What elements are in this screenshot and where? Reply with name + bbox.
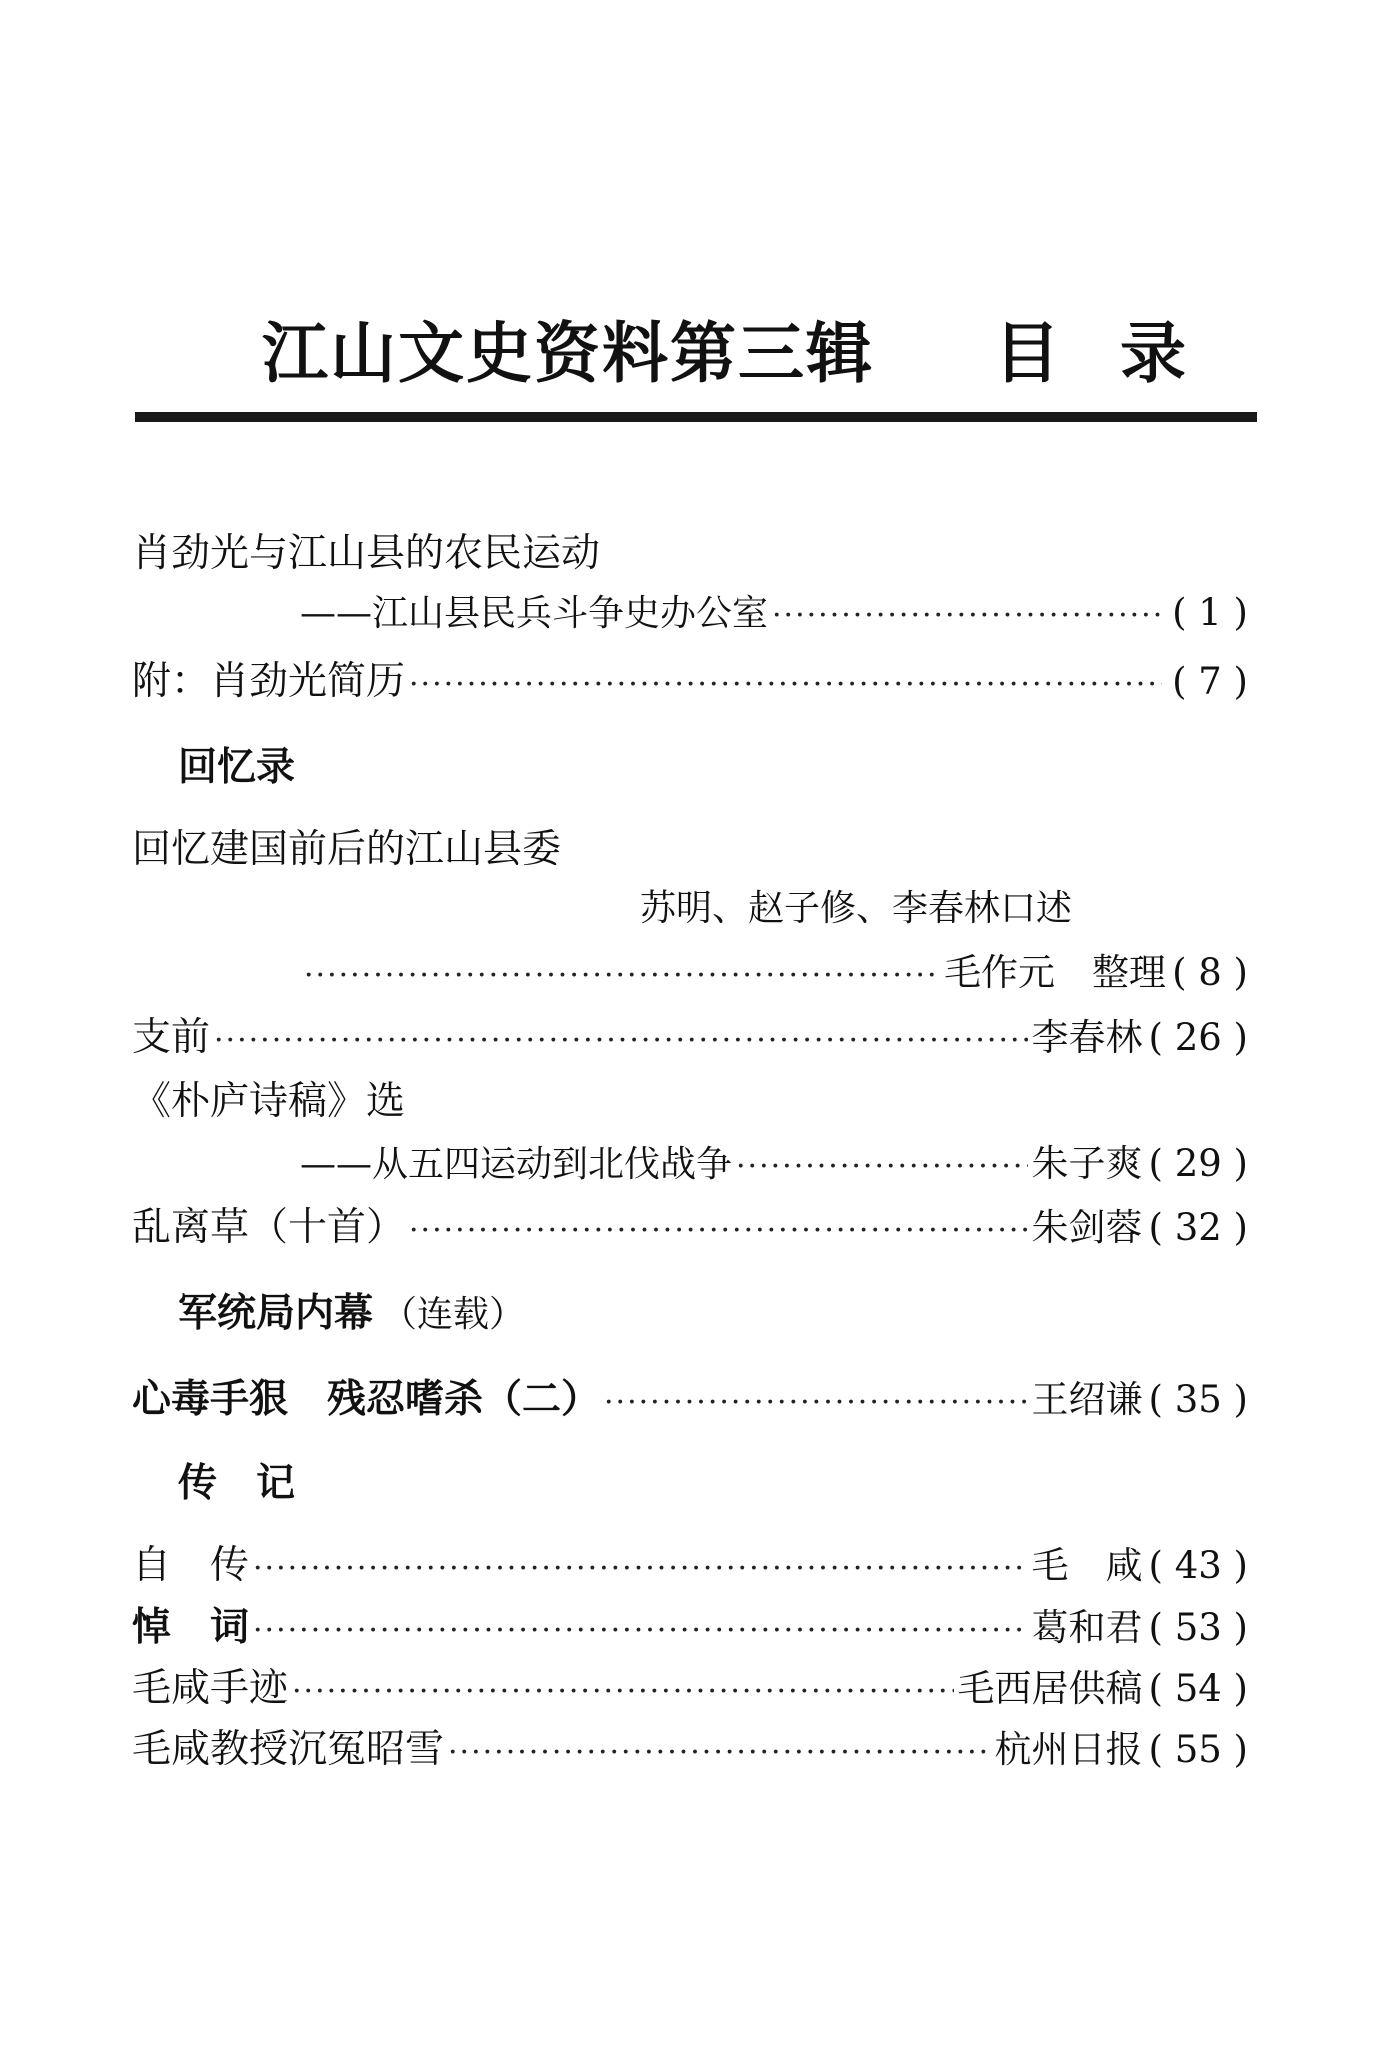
toc-entry-title: 支前 bbox=[132, 1015, 211, 1060]
toc-entry-title: 悼 词 bbox=[132, 1605, 250, 1650]
toc-entry-line bbox=[132, 1718, 1248, 1772]
toc-entry-line bbox=[300, 585, 1248, 635]
toc-entry-line bbox=[132, 1196, 1248, 1250]
toc-entry-title: 附：肖劲光简历 bbox=[132, 659, 406, 704]
toc-entry-page: ( 1 ) bbox=[1172, 591, 1248, 634]
toc-entry-title: 毛咸手迹 bbox=[132, 1666, 289, 1711]
leader-dots bbox=[304, 958, 940, 993]
toc-entry-title: 回忆建国前后的江山县委 bbox=[132, 827, 562, 872]
toc-entry-line bbox=[300, 1133, 1248, 1183]
toc-entry-line bbox=[300, 942, 1248, 992]
leader-dots bbox=[604, 1385, 1028, 1420]
section-label: 军统局内幕 bbox=[178, 1291, 374, 1336]
toc-entry-line bbox=[132, 1534, 1248, 1588]
toc-entry-author: 朱剑蓉 bbox=[1031, 1206, 1143, 1249]
toc-entry-author: 毛 咸 bbox=[1031, 1544, 1143, 1587]
toc-entry-author: 杭州日报 bbox=[994, 1728, 1143, 1771]
toc-entry-subtitle: ——从五四运动到北伐战争 bbox=[300, 1144, 733, 1185]
toc-entry-page: ( 7 ) bbox=[1172, 660, 1248, 703]
section-heading bbox=[178, 1282, 525, 1338]
toc-entry-author: 朱子爽 bbox=[1031, 1142, 1143, 1185]
toc-entry-author: 毛作元 整理 bbox=[944, 951, 1167, 994]
toc-entry-author: 毛西居供稿 bbox=[957, 1667, 1143, 1710]
section-heading bbox=[178, 1452, 295, 1508]
toc-entry-page: ( 8 ) bbox=[1172, 951, 1248, 994]
section-note: （连载） bbox=[381, 1294, 526, 1335]
leader-dots bbox=[448, 1735, 991, 1770]
toc-entry-line bbox=[132, 1657, 1248, 1711]
section-label: 回忆录 bbox=[178, 745, 296, 790]
leader-dots bbox=[409, 1213, 1028, 1248]
page-title bbox=[262, 300, 1246, 395]
toc-entry-page: ( 29 ) bbox=[1148, 1142, 1248, 1185]
leader-dots bbox=[409, 667, 1162, 702]
toc-entry-line bbox=[132, 1596, 1248, 1650]
toc-entry-author: 王绍谦 bbox=[1031, 1378, 1143, 1421]
leader-dots bbox=[736, 1149, 1028, 1184]
toc-entry-line bbox=[132, 1006, 1248, 1060]
title-main: 江山文史资料第三辑 bbox=[262, 315, 874, 392]
leader-dots bbox=[214, 1023, 1028, 1058]
toc-entry-title: 毛咸教授沉冤昭雪 bbox=[132, 1727, 445, 1772]
title-rule bbox=[135, 412, 1257, 422]
toc-entry-title: 肖劲光与江山县的农民运动 bbox=[132, 531, 601, 576]
leader-dots bbox=[253, 1613, 1028, 1648]
toc-entry-page: ( 54 ) bbox=[1148, 1667, 1248, 1710]
toc-entry-line bbox=[132, 1368, 1248, 1422]
toc-entry-page: ( 26 ) bbox=[1148, 1016, 1248, 1059]
leader-dots bbox=[292, 1674, 954, 1709]
toc-entry-subtitle: ——江山县民兵斗争史办公室 bbox=[300, 593, 769, 634]
toc-entry-title: 心毒手狠 残忍嗜杀（二） bbox=[132, 1377, 601, 1422]
title-mulu: 目录 bbox=[994, 315, 1246, 392]
toc-entry-page: ( 53 ) bbox=[1148, 1606, 1248, 1649]
toc-entry-line bbox=[132, 650, 1248, 704]
section-label: 传 记 bbox=[178, 1461, 296, 1506]
toc-entry-page: ( 55 ) bbox=[1148, 1728, 1248, 1771]
toc-entry-author: 葛和君 bbox=[1031, 1606, 1143, 1649]
toc-entry-author: 李春林 bbox=[1031, 1016, 1143, 1059]
leader-dots bbox=[772, 598, 1162, 633]
section-heading bbox=[178, 736, 295, 792]
toc-entry-page: ( 32 ) bbox=[1148, 1206, 1248, 1249]
toc-entry-title: 《朴庐诗稿》选 bbox=[132, 1079, 406, 1124]
toc-entry-title: 自 传 bbox=[132, 1543, 250, 1588]
toc-entry-narrators: 苏明、赵子修、李春林口述 bbox=[640, 888, 1073, 929]
toc-entry-title: 乱离草（十首） bbox=[132, 1205, 406, 1250]
toc-entry-page: ( 43 ) bbox=[1148, 1544, 1248, 1587]
leader-dots bbox=[253, 1551, 1028, 1586]
toc-entry-page: ( 35 ) bbox=[1148, 1378, 1248, 1421]
